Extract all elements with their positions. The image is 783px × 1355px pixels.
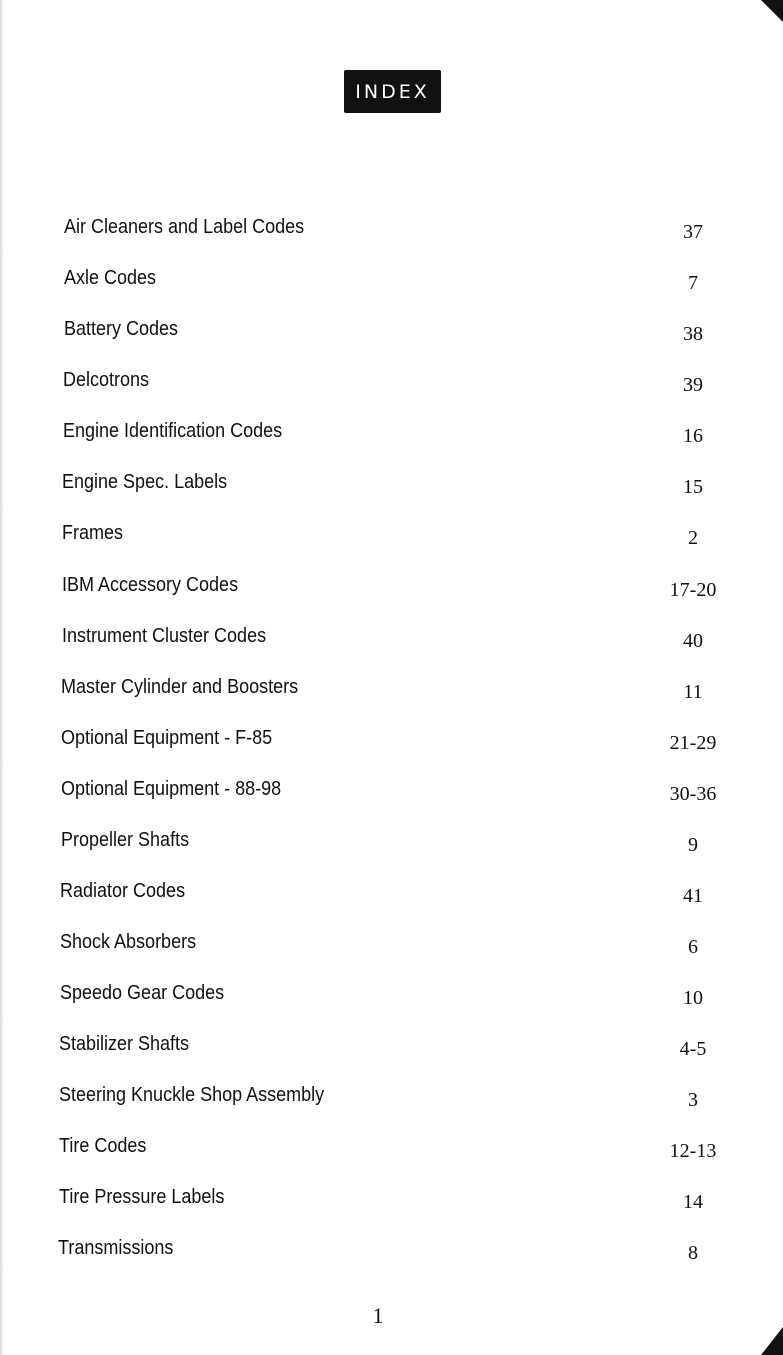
entry-page: 4-5 <box>679 1038 707 1060</box>
entry-label: IBM Accessory Codes <box>62 574 239 596</box>
entry-label: Propeller Shafts <box>61 829 190 851</box>
index-entry <box>0 420 783 460</box>
entry-label: Air Cleaners and Label Codes <box>64 216 305 238</box>
index-entry <box>0 1135 783 1175</box>
index-entry <box>0 982 783 1022</box>
index-entry <box>0 1084 783 1124</box>
entry-label: Transmissions <box>58 1237 174 1259</box>
index-entry <box>0 267 783 307</box>
entry-page: 30-36 <box>669 783 717 805</box>
index-entry <box>0 829 783 869</box>
entry-label: Frames <box>62 522 124 544</box>
entry-page: 11 <box>683 681 703 703</box>
entry-page: 16 <box>683 425 703 447</box>
index-entry <box>0 676 783 716</box>
index-entry <box>0 778 783 818</box>
entry-page: 10 <box>683 987 703 1009</box>
entry-page: 39 <box>683 374 703 396</box>
index-entry <box>0 522 783 562</box>
entry-page: 7 <box>688 272 698 294</box>
entry-label: Shock Absorbers <box>60 931 197 953</box>
entry-page: 8 <box>688 1242 698 1264</box>
entry-page: 14 <box>683 1191 703 1213</box>
index-entry <box>0 727 783 767</box>
index-entry <box>0 318 783 358</box>
index-entry <box>0 369 783 409</box>
index-title: INDEX <box>355 80 430 103</box>
entry-page: 37 <box>683 221 703 243</box>
index-entry <box>0 1237 783 1277</box>
index-entry <box>0 574 783 614</box>
entry-page: 3 <box>688 1089 698 1111</box>
index-entry <box>0 1186 783 1226</box>
entry-page: 9 <box>688 834 698 856</box>
index-entry <box>0 931 783 971</box>
entry-page: 41 <box>683 885 703 907</box>
entry-page: 12-13 <box>669 1140 717 1162</box>
entry-label: Engine Spec. Labels <box>62 471 228 493</box>
entry-label: Tire Pressure Labels <box>59 1186 225 1208</box>
index-entry <box>0 216 783 256</box>
corner-mark-bottom-right <box>761 1327 783 1355</box>
entry-page: 21-29 <box>669 732 717 754</box>
entry-label: Optional Equipment - F-85 <box>61 727 273 749</box>
entry-label: Axle Codes <box>64 267 157 289</box>
entry-label: Engine Identification Codes <box>63 420 283 442</box>
entry-page: 2 <box>688 527 698 549</box>
entry-label: Instrument Cluster Codes <box>62 625 267 647</box>
entry-page: 40 <box>683 630 703 652</box>
entry-label: Master Cylinder and Boosters <box>61 676 299 698</box>
entry-page: 38 <box>683 323 703 345</box>
entry-page: 15 <box>683 476 703 498</box>
entry-label: Speedo Gear Codes <box>60 982 225 1004</box>
entry-label: Battery Codes <box>64 318 179 340</box>
entry-page: 17-20 <box>669 579 717 601</box>
index-entry <box>0 880 783 920</box>
entry-label: Stabilizer Shafts <box>59 1033 190 1055</box>
index-title-box <box>344 70 441 113</box>
index-entry <box>0 471 783 511</box>
entry-label: Tire Codes <box>59 1135 147 1157</box>
entry-page: 6 <box>688 936 698 958</box>
entry-label: Optional Equipment - 88-98 <box>61 778 282 800</box>
index-entry <box>0 1033 783 1073</box>
entry-label: Steering Knuckle Shop Assembly <box>59 1084 325 1106</box>
corner-mark-top-right <box>761 0 783 22</box>
index-entry <box>0 625 783 665</box>
page-number: 1 <box>372 1303 384 1328</box>
entry-label: Radiator Codes <box>60 880 186 902</box>
entry-label: Delcotrons <box>63 369 150 391</box>
